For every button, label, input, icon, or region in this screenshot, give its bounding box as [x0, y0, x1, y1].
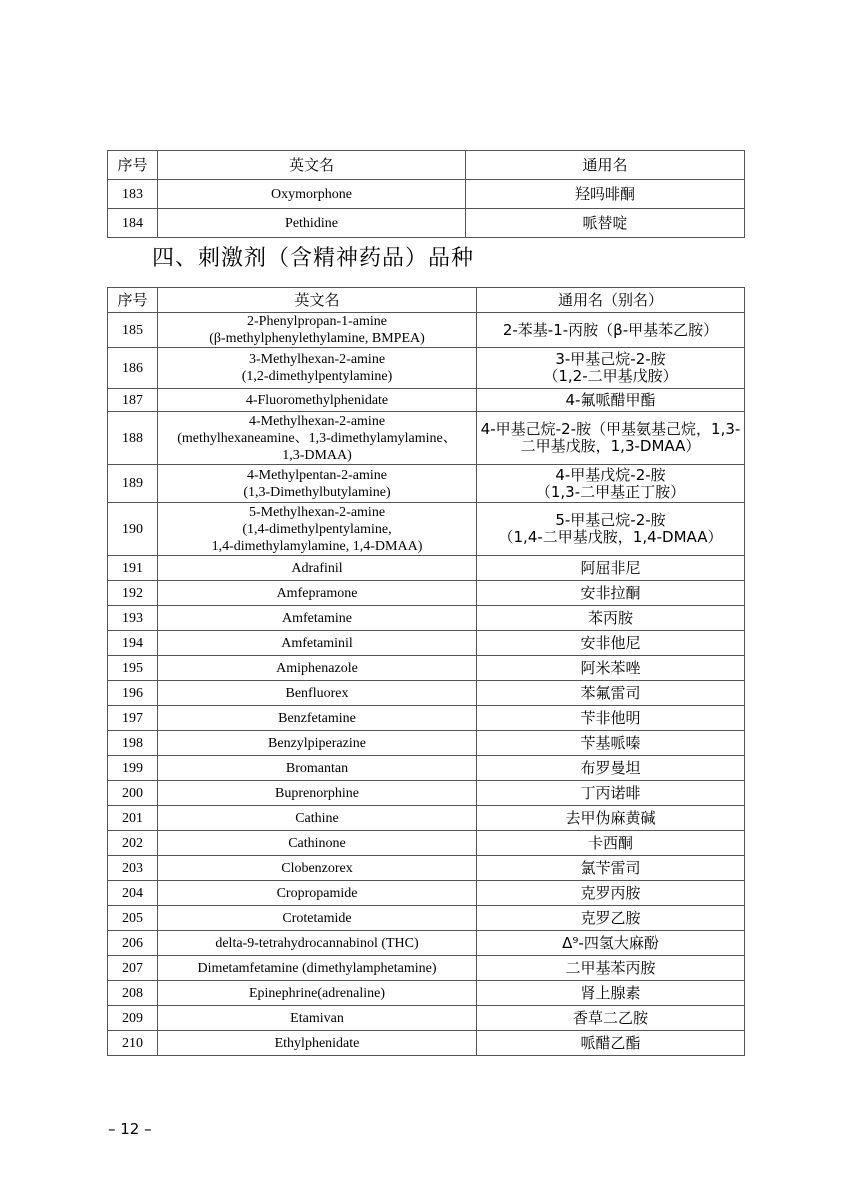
table-row [108, 313, 745, 348]
row-common-name [477, 631, 745, 656]
row-num: 188 [108, 412, 158, 465]
english-name-line: Bromantan [285, 760, 349, 776]
table-row [108, 906, 745, 931]
header-common-name: 通用名 [466, 151, 745, 180]
english-name-line: Benzylpiperazine [268, 735, 366, 751]
row-common-name [477, 556, 745, 581]
common-name-line: 苯丙胺 [587, 608, 633, 627]
stimulants-table-body [108, 313, 745, 1056]
table-row [108, 1031, 745, 1056]
row-num: 205 [108, 906, 158, 931]
row-common-name: 哌替啶 [466, 209, 745, 238]
table-row [108, 180, 745, 209]
row-english-name [158, 348, 477, 389]
row-common-name [477, 1031, 745, 1056]
row-num: 194 [108, 631, 158, 656]
english-name-line: Dimetamfetamine (dimethylamphetamine) [197, 960, 437, 976]
common-name-line: 香草二乙胺 [572, 1008, 648, 1027]
common-name-line: 3-甲基己烷-2-胺 [555, 350, 666, 368]
english-name-line: (1,3-Dimethylbutylamine) [243, 484, 391, 500]
row-num: 208 [108, 981, 158, 1006]
english-name-line: 3-Methylhexan-2-amine [248, 352, 386, 367]
common-name-line: 哌醋乙酯 [580, 1033, 641, 1052]
row-english-name [158, 681, 477, 706]
row-english-name [158, 656, 477, 681]
row-num: 184 [108, 209, 158, 238]
english-name-line: (methylhexaneamine、1,3-dimethylamylamine、 [177, 430, 457, 446]
row-common-name [477, 606, 745, 631]
common-name-line: 克罗丙胺 [580, 883, 641, 902]
row-common-name [477, 931, 745, 956]
common-name-line: 苯氟雷司 [580, 683, 641, 702]
english-name-line: Clobenzorex [281, 860, 353, 876]
english-name-line: Cathinone [288, 835, 346, 851]
common-name-line: 苄非他明 [580, 708, 641, 727]
row-common-name [477, 881, 745, 906]
row-num: 201 [108, 806, 158, 831]
english-name-line: 4-Methylhexan-2-amine [248, 413, 386, 429]
table-row [108, 348, 745, 389]
english-name-line: delta-9-tetrahydrocannabinol (THC) [215, 935, 419, 951]
table-row [108, 412, 745, 465]
header-common-name: 通用名（别名） [477, 288, 745, 313]
table-row [108, 209, 745, 238]
common-name-line: 卡西酮 [587, 833, 633, 852]
table-row [108, 881, 745, 906]
header-english-name: 英文名 [158, 288, 477, 313]
stimulants-table [107, 287, 745, 1056]
common-name-line: 二甲基苯丙胺 [565, 958, 656, 977]
row-common-name [477, 681, 745, 706]
row-english-name [158, 981, 477, 1006]
english-name-line: Amiphenazole [276, 660, 358, 676]
table-header-row [108, 151, 745, 180]
common-name-line: 安非拉酮 [580, 583, 641, 602]
row-num: 183 [108, 180, 158, 209]
header-num: 序号 [108, 288, 158, 313]
row-english-name [158, 931, 477, 956]
row-english-name [158, 781, 477, 806]
row-english-name [158, 631, 477, 656]
row-common-name [477, 581, 745, 606]
english-name-line: (β-methylphenylethylamine, BMPEA) [209, 331, 425, 346]
row-num: 197 [108, 706, 158, 731]
english-name-line: Crotetamide [282, 910, 352, 926]
common-name-line: 4-氟哌醋甲酯 [565, 390, 656, 409]
common-name-line: 去甲伪麻黄碱 [565, 808, 656, 827]
english-name-line: Benzfetamine [278, 710, 356, 726]
row-common-name: 羟吗啡酮 [466, 180, 745, 209]
row-english-name [158, 606, 477, 631]
row-common-name [477, 981, 745, 1006]
english-name-line: Benfluorex [285, 685, 349, 701]
common-name-line: 4-甲基己烷-2-胺（甲基氨基己烷，1,3- [480, 420, 741, 438]
english-name-line: Ethylphenidate [274, 1035, 360, 1051]
table-row [108, 831, 745, 856]
common-name-line: 丁丙诺啡 [580, 783, 641, 802]
row-english-name [158, 1031, 477, 1056]
row-english-name [158, 906, 477, 931]
row-english-name [158, 806, 477, 831]
row-common-name [477, 313, 745, 348]
row-english-name [158, 412, 477, 465]
row-english-name: Oxymorphone [158, 180, 466, 209]
drug-table-continued [107, 150, 745, 238]
row-common-name [477, 465, 745, 503]
row-common-name [477, 412, 745, 465]
table-row [108, 631, 745, 656]
common-name-line: 氯苄雷司 [580, 858, 641, 877]
english-name-line: 2-Phenylpropan-1-amine [247, 314, 387, 329]
row-english-name [158, 313, 477, 348]
common-name-line: 2-苯基-1-丙胺（β-甲基苯乙胺） [502, 320, 719, 339]
row-english-name [158, 706, 477, 731]
row-english-name [158, 503, 477, 556]
row-english-name: Pethidine [158, 209, 466, 238]
common-name-line: 二甲基戊胺，1,3-DMAA） [520, 437, 701, 455]
row-common-name [477, 503, 745, 556]
english-name-line: Cropropamide [276, 885, 358, 901]
english-name-line: 1,3-DMAA) [282, 447, 352, 463]
row-num: 195 [108, 656, 158, 681]
common-name-line: 苄基哌嗪 [580, 733, 641, 752]
row-num: 202 [108, 831, 158, 856]
common-name-line: 阿屈非尼 [580, 558, 641, 577]
table-row [108, 731, 745, 756]
common-name-line: （1,2-二甲基戊胺） [543, 367, 678, 385]
row-common-name [477, 706, 745, 731]
row-english-name [158, 881, 477, 906]
page-number: – 12 – [108, 1120, 152, 1138]
table-row [108, 981, 745, 1006]
common-name-line: 阿米苯唑 [580, 658, 641, 677]
table-row [108, 856, 745, 881]
table-header-row [108, 288, 745, 313]
row-num: 200 [108, 781, 158, 806]
row-num: 190 [108, 503, 158, 556]
row-english-name [158, 856, 477, 881]
common-name-line: 4-甲基戊烷-2-胺 [555, 465, 666, 484]
row-num: 187 [108, 389, 158, 412]
section-heading: 四、刺激剂（含精神药品）品种 [152, 246, 475, 271]
english-name-line: 1,4-dimethylamylamine, 1,4-DMAA) [211, 538, 423, 554]
english-name-line: 4-Fluoromethylphenidate [245, 392, 389, 408]
table-row [108, 389, 745, 412]
common-name-line: 安非他尼 [580, 633, 641, 652]
table-row [108, 581, 745, 606]
row-common-name [477, 656, 745, 681]
row-num: 191 [108, 556, 158, 581]
row-english-name [158, 756, 477, 781]
english-name-line: Cathine [295, 810, 339, 826]
common-name-line: 布罗曼坦 [580, 758, 641, 777]
row-english-name [158, 956, 477, 981]
common-name-line: （1,4-二甲基戊胺，1,4-DMAA） [498, 528, 723, 546]
english-name-line: Epinephrine(adrenaline) [248, 985, 386, 1001]
row-english-name [158, 831, 477, 856]
english-name-line: (1,4-dimethylpentylamine, [242, 521, 392, 537]
row-common-name [477, 781, 745, 806]
row-english-name [158, 731, 477, 756]
row-num: 185 [108, 313, 158, 348]
row-english-name [158, 389, 477, 412]
table-row [108, 931, 745, 956]
table-row [108, 465, 745, 503]
row-common-name [477, 348, 745, 389]
row-common-name [477, 731, 745, 756]
english-name-line: Buprenorphine [275, 785, 359, 801]
english-name-line: Amfetaminil [281, 635, 353, 651]
table-row [108, 503, 745, 556]
row-num: 196 [108, 681, 158, 706]
row-common-name [477, 389, 745, 412]
row-num: 206 [108, 931, 158, 956]
table-row [108, 656, 745, 681]
english-name-line: Amfepramone [276, 585, 358, 601]
english-name-line: (1,2-dimethylpentylamine) [241, 369, 393, 384]
row-common-name [477, 756, 745, 781]
table-row [108, 556, 745, 581]
english-name-line: 5-Methylhexan-2-amine [248, 504, 386, 520]
header-english-name: 英文名 [158, 151, 466, 180]
table-row [108, 681, 745, 706]
row-num: 192 [108, 581, 158, 606]
row-num: 198 [108, 731, 158, 756]
common-name-line: （1,3-二甲基正丁胺） [535, 482, 686, 501]
row-num: 207 [108, 956, 158, 981]
row-num: 203 [108, 856, 158, 881]
table-row [108, 606, 745, 631]
row-num: 209 [108, 1006, 158, 1031]
row-english-name [158, 556, 477, 581]
row-common-name [477, 956, 745, 981]
common-name-line: 克罗乙胺 [580, 908, 641, 927]
english-name-line: 4-Methylpentan-2-amine [247, 467, 387, 483]
row-num: 204 [108, 881, 158, 906]
common-name-line: 5-甲基己烷-2-胺 [555, 511, 666, 529]
row-num: 199 [108, 756, 158, 781]
row-num: 189 [108, 465, 158, 503]
table-row [108, 756, 745, 781]
table-row [108, 706, 745, 731]
row-common-name [477, 906, 745, 931]
row-common-name [477, 831, 745, 856]
row-common-name [477, 806, 745, 831]
english-name-line: Amfetamine [282, 610, 352, 626]
table-row [108, 781, 745, 806]
row-english-name [158, 1006, 477, 1031]
table-row [108, 956, 745, 981]
table-row [108, 806, 745, 831]
common-name-line: Δ⁹-四氢大麻酚 [562, 933, 659, 952]
row-num: 186 [108, 348, 158, 389]
row-english-name [158, 581, 477, 606]
table-row [108, 1006, 745, 1031]
row-english-name [158, 465, 477, 503]
row-common-name [477, 1006, 745, 1031]
english-name-line: Adrafinil [291, 560, 343, 576]
row-common-name [477, 856, 745, 881]
english-name-line: Etamivan [290, 1010, 344, 1026]
header-num: 序号 [108, 151, 158, 180]
row-num: 193 [108, 606, 158, 631]
row-num: 210 [108, 1031, 158, 1056]
common-name-line: 肾上腺素 [580, 983, 641, 1002]
